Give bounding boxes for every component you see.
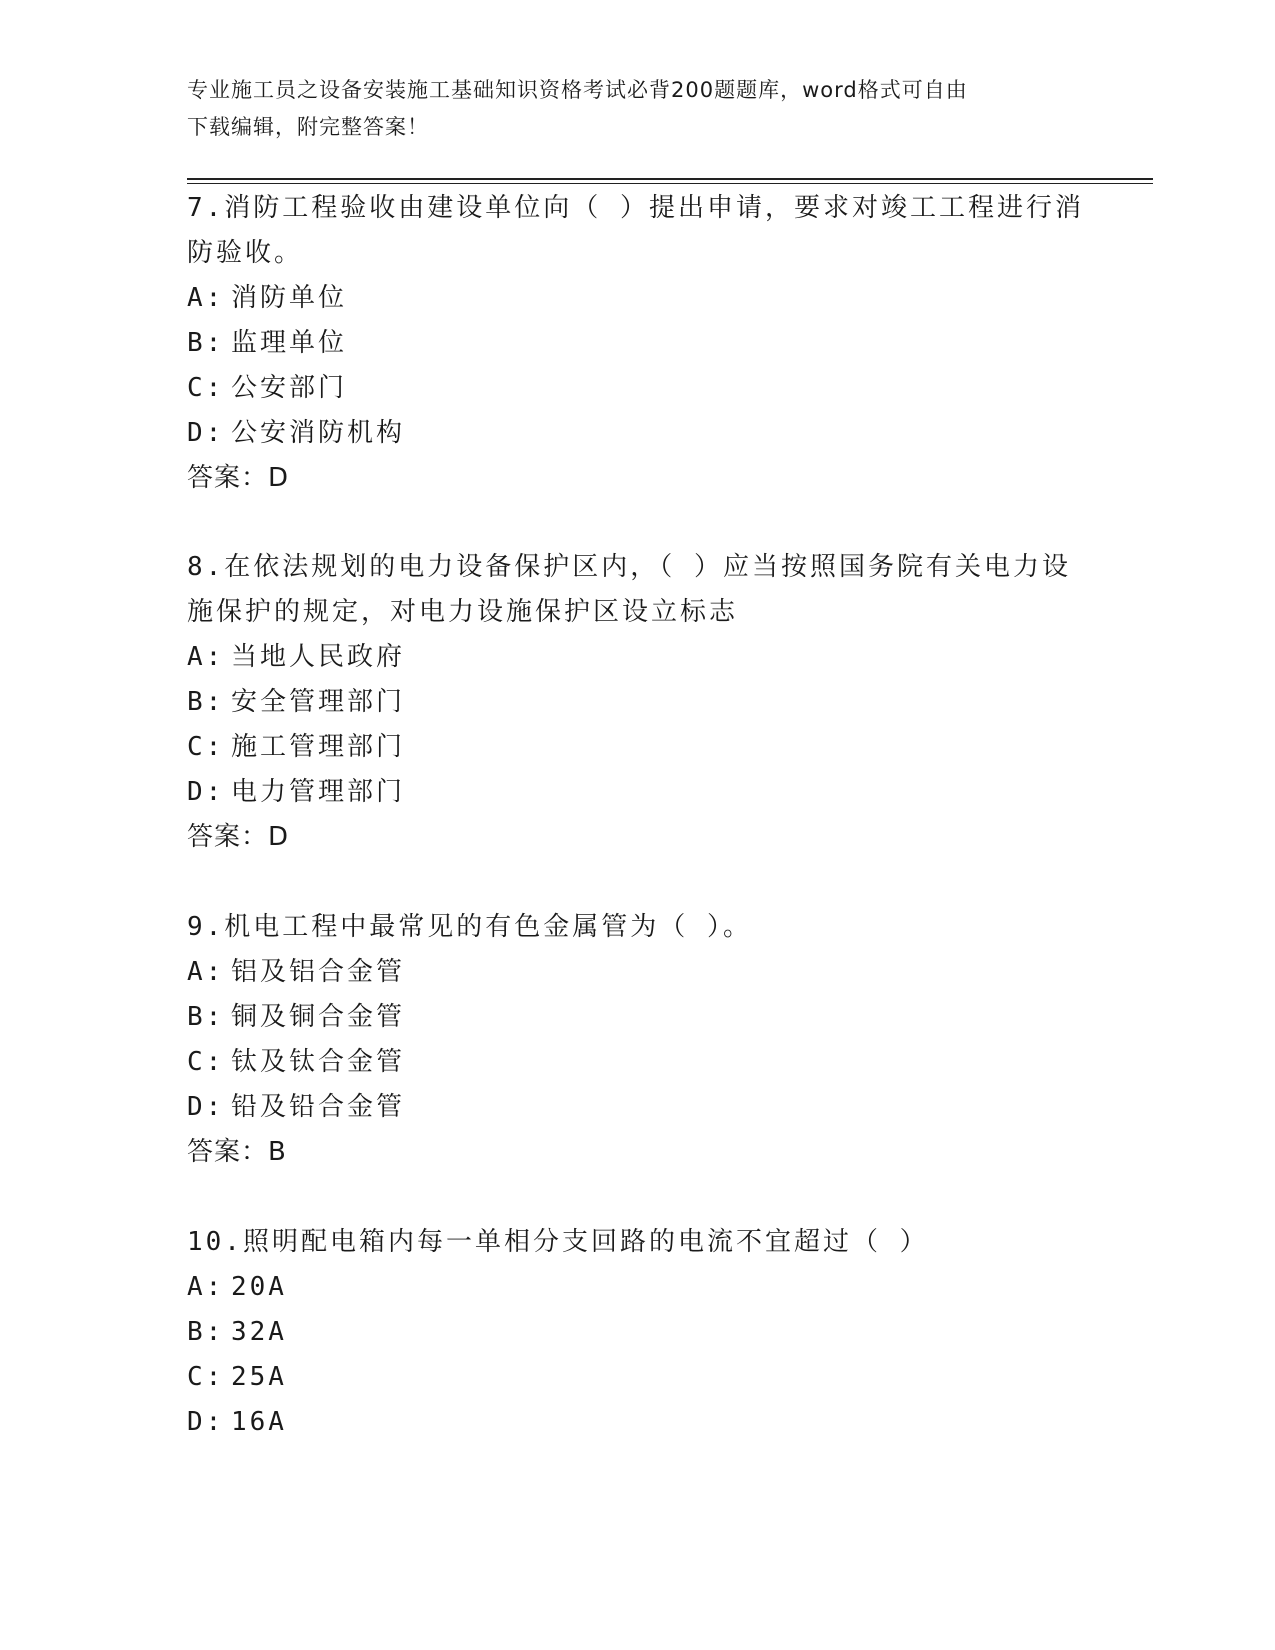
option-c <box>187 366 1087 411</box>
header-line-1: 专业施工员之设备安装施工基础知识资格考试必背200题题库，word格式可自由 <box>187 78 968 102</box>
option-a <box>187 950 1087 995</box>
header-line-2: 下载编辑，附完整答案！ <box>187 115 429 139</box>
option-b <box>187 321 1087 366</box>
option-d <box>187 411 1087 456</box>
option-c <box>187 1355 1087 1400</box>
option-key: B: <box>187 1317 225 1347</box>
option-text: 铝及铝合金管 <box>231 957 406 987</box>
option-text: 电力管理部门 <box>231 777 406 807</box>
answer-line: 答案：B <box>187 1137 287 1167</box>
question-stem: 10.照明配电箱内每一单相分支回路的电流不宜超过（ ） <box>187 1227 929 1257</box>
option-text: 铅及铅合金管 <box>231 1092 406 1122</box>
option-key: A: <box>187 1272 225 1302</box>
option-b <box>187 1310 1087 1355</box>
option-key: D: <box>187 418 225 448</box>
question-9 <box>187 905 1087 1175</box>
option-text: 监理单位 <box>231 328 348 358</box>
option-c <box>187 725 1087 770</box>
option-d <box>187 770 1087 815</box>
question-7 <box>187 186 1087 501</box>
answer-line: 答案：D <box>187 822 290 852</box>
option-text: 当地人民政府 <box>231 642 406 672</box>
option-key: D: <box>187 777 225 807</box>
option-a <box>187 1265 1087 1310</box>
option-key: C: <box>187 373 225 403</box>
header-divider-thin <box>187 183 1153 184</box>
option-text: 公安部门 <box>231 373 348 403</box>
option-d <box>187 1400 1087 1445</box>
option-key: A: <box>187 283 225 313</box>
document-header <box>187 72 1087 146</box>
question-stem: 9.机电工程中最常见的有色金属管为（ ）。 <box>187 912 752 942</box>
option-key: A: <box>187 957 225 987</box>
option-text: 铜及铜合金管 <box>231 1002 406 1032</box>
option-text: 钛及钛合金管 <box>231 1047 406 1077</box>
option-d <box>187 1085 1087 1130</box>
option-key: A: <box>187 642 225 672</box>
option-a <box>187 635 1087 680</box>
header-divider-thick <box>187 178 1153 180</box>
option-text: 25A <box>231 1362 287 1392</box>
option-text: 公安消防机构 <box>231 418 406 448</box>
option-key: B: <box>187 328 225 358</box>
answer-line: 答案：D <box>187 463 290 493</box>
option-a <box>187 276 1087 321</box>
option-text: 16A <box>231 1407 287 1437</box>
option-text: 安全管理部门 <box>231 687 406 717</box>
question-stem: 8.在依法规划的电力设备保护区内，（ ）应当按照国务院有关电力设施保护的规定，对电力设施保护区设立标志 <box>187 552 1071 627</box>
option-key: C: <box>187 1047 225 1077</box>
question-stem: 7.消防工程验收由建设单位向（ ）提出申请，要求对竣工工程进行消防验收。 <box>187 193 1084 268</box>
question-10 <box>187 1220 1087 1445</box>
option-text: 施工管理部门 <box>231 732 406 762</box>
option-b <box>187 680 1087 725</box>
option-key: B: <box>187 1002 225 1032</box>
option-key: C: <box>187 732 225 762</box>
option-key: D: <box>187 1092 225 1122</box>
option-key: D: <box>187 1407 225 1437</box>
option-key: C: <box>187 1362 225 1392</box>
option-text: 消防单位 <box>231 283 348 313</box>
option-b <box>187 995 1087 1040</box>
question-8 <box>187 545 1087 860</box>
option-text: 32A <box>231 1317 287 1347</box>
option-text: 20A <box>231 1272 287 1302</box>
option-c <box>187 1040 1087 1085</box>
option-key: B: <box>187 687 225 717</box>
